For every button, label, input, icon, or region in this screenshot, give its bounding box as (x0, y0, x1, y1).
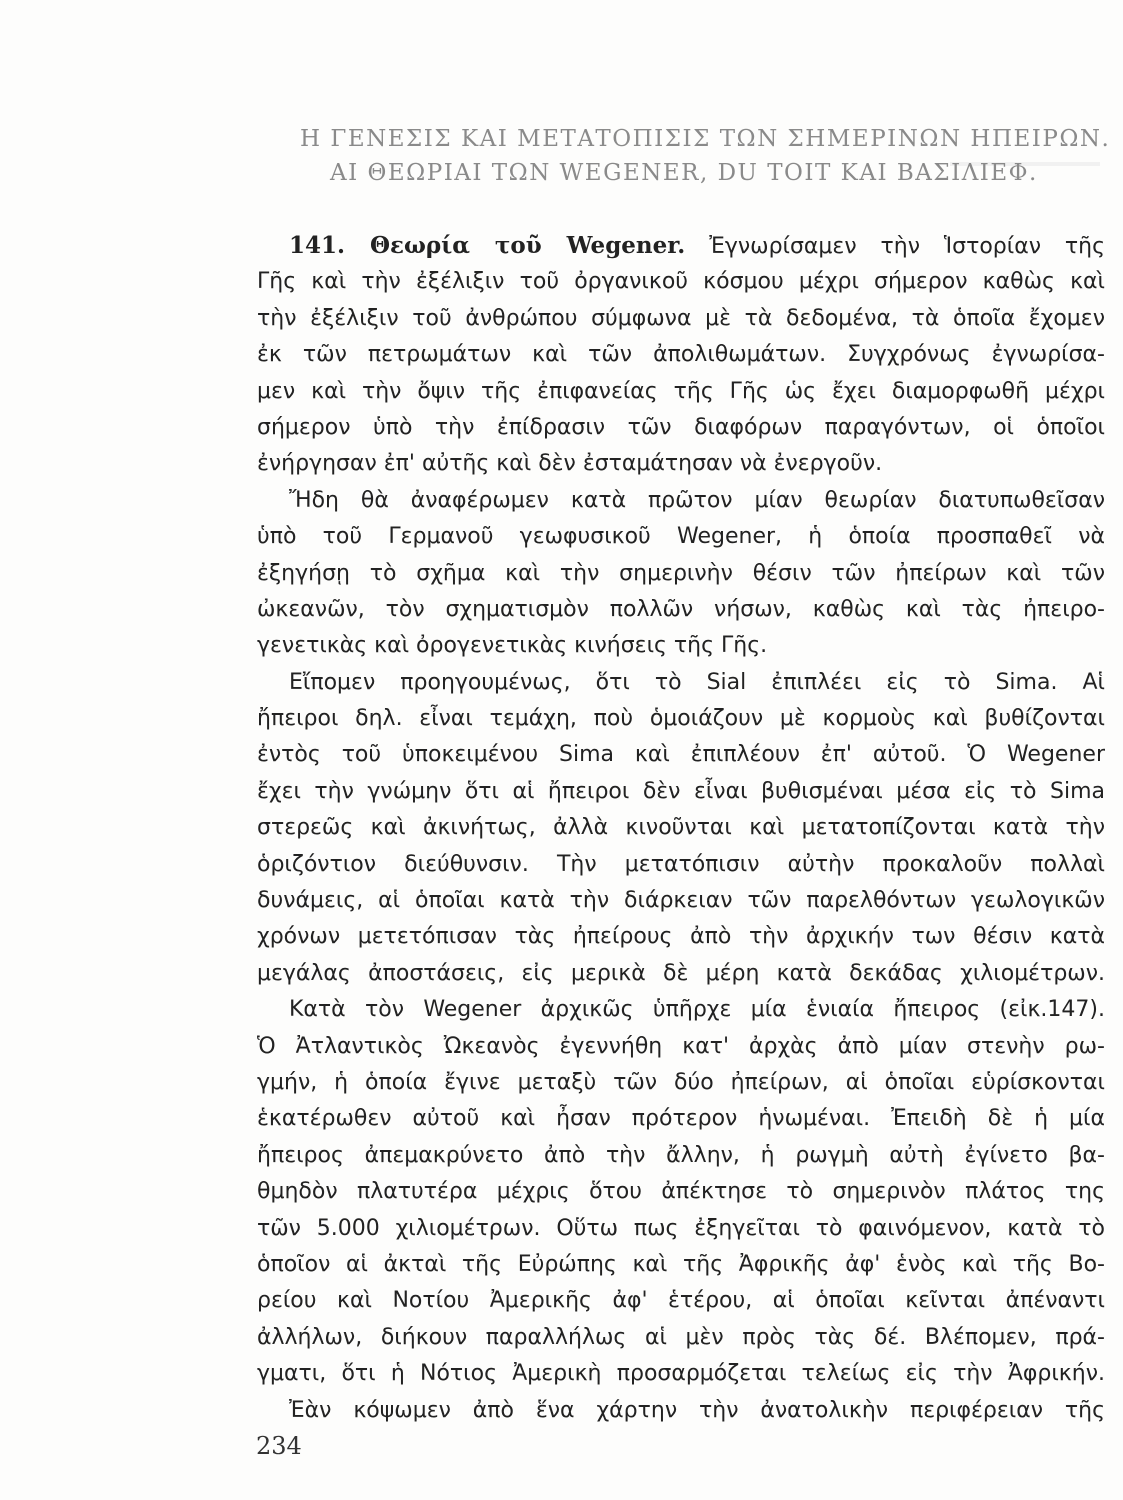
text-line: ἀλλήλων, διήκουν παραλλήλως αἱ μὲν πρὸς τὰς δέ. Βλέπομεν, πρά- (257, 1324, 1105, 1350)
text-line: θμηδὸν πλατυτέρα μέχρις ὅτου ἀπέκτησε τὸ σημερινὸν πλάτος της (257, 1179, 1105, 1205)
body-text (257, 228, 1105, 1429)
text-line: ὁποῖον αἱ ἀκταὶ τῆς Εὐρώπης καὶ τῆς Ἀφρικῆς ἀφ' ἑνὸς καὶ τῆς Βο- (257, 1251, 1105, 1277)
text-line: μεγάλας ἀποστάσεις, εἰς μερικὰ δὲ μέρη κατὰ δεκάδας χιλιομέτρων. (257, 960, 1105, 986)
text-line: ἔχει τὴν γνώμην ὅτι αἱ ἤπειροι δὲν εἶναι βυθισμέναι μέσα εἰς τὸ Sima (257, 778, 1105, 804)
page-number: 234 (256, 1432, 302, 1460)
text-line: μεν καὶ τὴν ὄψιν τῆς ἐπιφανείας τῆς Γῆς ὡς ἔχει διαμορφωθῆ μέχρι (257, 378, 1105, 404)
text-line: τῶν 5.000 χιλιομέτρων. Οὕτω πως ἐξηγεῖται τὸ φαινόμενον, κατὰ τὸ (257, 1215, 1105, 1241)
text-line: ἐξηγήσῃ τὸ σχῆμα καὶ τὴν σημερινὴν θέσιν τῶν ἠπείρων καὶ τῶν (257, 560, 1105, 586)
text-line: ρείου καὶ Νοτίου Ἀμερικῆς ἀφ' ἑτέρου, αἱ ὁποῖαι κεῖνται ἀπέναντι (257, 1288, 1105, 1314)
chapter-heading-line-1: Η ΓΕΝΕΣΙΣ ΚΑΙ ΜΕΤΑΤΟΠΙΣΙΣ ΤΩΝ ΣΗΜΕΡΙΝΩΝ ΗΠΕΙΡΩΝ. (300, 126, 1111, 152)
chapter-heading-line-2: ΑΙ ΘΕΩΡΙΑΙ ΤΩΝ WEGENER, DU TOIT ΚΑΙ ΒΑΣΙΛΙΕΦ. (330, 160, 1038, 186)
text-line: στερεῶς καὶ ἀκινήτως, ἀλλὰ κινοῦνται καὶ μετατοπίζονται κατὰ τὴν (257, 815, 1105, 841)
text-line: ἤπειρος ἀπεμακρύνετο ἀπὸ τὴν ἄλλην, ἡ ρωγμὴ αὐτὴ ἐγίνετο βα- (257, 1142, 1105, 1168)
text-line: γματι, ὅτι ἡ Νότιος Ἀμερικὴ προσαρμόζεται τελείως εἰς τὴν Ἀφρικήν. (257, 1361, 1105, 1387)
text-line: ἑκατέρωθεν αὐτοῦ καὶ ἦσαν πρότερον ἡνωμέναι. Ἐπειδὴ δὲ ἡ μία (257, 1106, 1105, 1132)
text-line: ὠκεανῶν, τὸν σχηματισμὸν πολλῶν νήσων, καθὼς καὶ τὰς ἠπειρο- (257, 596, 1105, 622)
text-line: Γῆς καὶ τὴν ἐξέλιξιν τοῦ ὀργανικοῦ κόσμου μέχρι σήμερον καθὼς καὶ (257, 269, 1105, 295)
text-line: σήμερον ὑπὸ τὴν ἐπίδρασιν τῶν διαφόρων παραγόντων, οἱ ὁποῖοι (257, 414, 1105, 440)
text-line: Κατὰ τὸν Wegener ἀρχικῶς ὑπῆρχε μία ἑνιαία ἤπειρος (εἰκ.147). (289, 997, 1105, 1023)
text-line: τὴν ἐξέλιξιν τοῦ ἀνθρώπου σύμφωνα μὲ τὰ δεδομένα, τὰ ὁποῖα ἔχομεν (257, 305, 1105, 331)
text-line: δυνάμεις, αἱ ὁποῖαι κατὰ τὴν διάρκειαν τῶν παρελθόντων γεωλογικῶν (257, 888, 1105, 914)
text-line: 141. Θεωρία τοῦ Wegener. Ἐγνωρίσαμεν τὴν Ἱστορίαν τῆς (289, 232, 1105, 259)
text-line: Εἴπομεν προηγουμένως, ὅτι τὸ Sial ἐπιπλέει εἰς τὸ Sima. Αἱ (289, 669, 1105, 695)
text-line: Ὁ Ἀτλαντικὸς Ὠκεανὸς ἐγεννήθη κατ' ἀρχὰς ἀπὸ μίαν στενὴν ρω- (257, 1033, 1105, 1059)
text-line: ὑπὸ τοῦ Γερμανοῦ γεωφυσικοῦ Wegener, ἡ ὁποία προσπαθεῖ νὰ (257, 524, 1105, 550)
text-line: ἐνήργησαν ἐπ' αὐτῆς καὶ δὲν ἐσταμάτησαν νὰ ἐνεργοῦν. (257, 451, 883, 477)
text-line: Ἐὰν κόψωμεν ἀπὸ ἕνα χάρτην τὴν ἀνατολικὴν περιφέρειαν τῆς (289, 1397, 1105, 1423)
section-title: 141. Θεωρία τοῦ Wegener. (289, 232, 686, 259)
text-line: ἐκ τῶν πετρωμάτων καὶ τῶν ἀπολιθωμάτων. Συγχρόνως ἐγνωρίσα- (257, 342, 1105, 368)
text-line: ὁριζόντιον διεύθυνσιν. Τὴν μετατόπισιν αὐτὴν προκαλοῦν πολλαὶ (257, 851, 1105, 877)
text-line: γμήν, ἡ ὁποία ἔγινε μεταξὺ τῶν δύο ἠπείρων, αἱ ὁποῖαι εὑρίσκονται (257, 1069, 1105, 1095)
text-line: ἐντὸς τοῦ ὑποκειμένου Sima καὶ ἐπιπλέουν ἐπ' αὐτοῦ. Ὁ Wegener (257, 742, 1105, 768)
text-line: χρόνων μετετόπισαν τὰς ἠπείρους ἀπὸ τὴν ἀρχικήν των θέσιν κατὰ (257, 924, 1105, 950)
text-line: Ἤδη θὰ ἀναφέρωμεν κατὰ πρῶτον μίαν θεωρίαν διατυπωθεῖσαν (289, 487, 1105, 513)
text-line: γενετικὰς καὶ ὀρογενετικὰς κινήσεις τῆς Γῆς. (257, 633, 768, 659)
text-line: ἤπειροι δηλ. εἶναι τεμάχη, ποὺ ὁμοιάζουν μὲ κορμοὺς καὶ βυθίζονται (257, 706, 1105, 732)
